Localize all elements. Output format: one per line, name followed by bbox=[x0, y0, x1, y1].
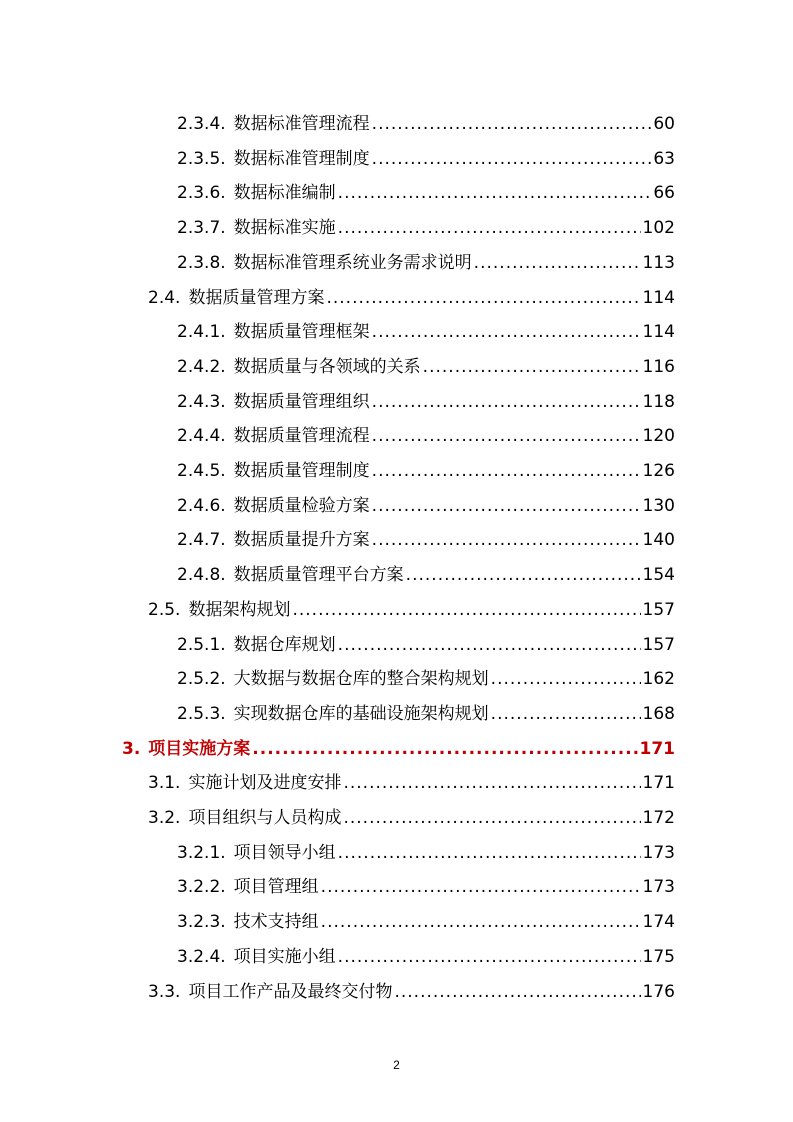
toc-entry[interactable] bbox=[177, 493, 675, 519]
toc-entry-number: 2.5. bbox=[148, 599, 181, 620]
toc-entry-page: 116 bbox=[642, 356, 675, 377]
toc-entry-page: 114 bbox=[642, 287, 675, 308]
toc-entry-number: 2.4.5. bbox=[177, 461, 226, 481]
toc-entry-number: 2.4.8. bbox=[177, 565, 226, 586]
toc-entry[interactable] bbox=[177, 180, 675, 206]
toc-entry-page: 118 bbox=[642, 391, 675, 412]
toc-entry-title: 数据架构规划 bbox=[188, 599, 291, 620]
toc-entry[interactable] bbox=[177, 632, 675, 658]
toc-entry-title: 项目实施小组 bbox=[233, 946, 336, 967]
toc-entry-number: 2.4. bbox=[148, 287, 181, 308]
toc-entry[interactable] bbox=[177, 111, 675, 137]
toc-entry-title: 数据质量与各领域的关系 bbox=[233, 356, 421, 377]
toc-entry-number: 2.5.1. bbox=[177, 634, 226, 655]
toc-entry[interactable] bbox=[177, 423, 675, 449]
toc-dot-leader bbox=[372, 423, 641, 449]
toc-entry-page: 140 bbox=[642, 530, 675, 551]
toc-entry-page: 171 bbox=[639, 738, 675, 759]
toc-entry[interactable] bbox=[177, 458, 675, 484]
toc-entry-page: 60 bbox=[653, 114, 675, 134]
toc-entry[interactable] bbox=[177, 250, 675, 276]
toc-dot-leader bbox=[394, 979, 640, 1005]
toc-dot-leader bbox=[372, 319, 641, 345]
toc-dot-leader bbox=[491, 666, 641, 692]
toc-entry-number: 3.1. bbox=[148, 773, 181, 794]
toc-entry-page: 66 bbox=[653, 183, 675, 204]
toc-entry-number: 3.2. bbox=[148, 808, 181, 828]
toc-entry-page: 171 bbox=[642, 773, 675, 794]
toc-entry[interactable] bbox=[177, 666, 675, 692]
toc-entry-title: 数据标准实施 bbox=[233, 218, 336, 239]
toc-entry-page: 175 bbox=[642, 946, 675, 967]
toc-entry-number: 2.4.1. bbox=[177, 322, 226, 343]
toc-entry-title: 项目工作产品及最终交付物 bbox=[188, 981, 393, 1002]
toc-dot-leader bbox=[406, 562, 641, 588]
toc-entry-title: 数据质量管理制度 bbox=[233, 461, 370, 481]
toc-entry-title: 大数据与数据仓库的整合架构规划 bbox=[233, 669, 489, 690]
toc-entry-number: 2.3.4. bbox=[177, 114, 226, 134]
toc-entry[interactable] bbox=[177, 319, 675, 345]
toc-entry-page: 173 bbox=[642, 842, 675, 863]
toc-entry-title: 数据质量管理流程 bbox=[233, 426, 370, 447]
toc-dot-leader bbox=[321, 874, 641, 900]
toc-dot-leader bbox=[326, 285, 640, 311]
toc-dot-leader bbox=[338, 840, 641, 866]
toc-entry-number: 3. bbox=[122, 738, 141, 759]
toc-entry-title: 数据质量管理方案 bbox=[188, 287, 325, 308]
toc-entry-page: 154 bbox=[642, 565, 675, 586]
toc-entry-page: 102 bbox=[642, 218, 675, 239]
toc-entry[interactable] bbox=[177, 354, 675, 380]
toc-entry-title: 实现数据仓库的基础设施架构规划 bbox=[233, 703, 489, 724]
toc-entry-title: 数据标准管理系统业务需求说明 bbox=[233, 252, 472, 273]
toc-entry-number: 3.2.3. bbox=[177, 912, 226, 933]
toc-entry[interactable] bbox=[177, 146, 675, 172]
toc-entry-title: 数据标准管理制度 bbox=[233, 148, 370, 169]
toc-entry-title: 数据标准编制 bbox=[233, 183, 336, 204]
toc-entry-title: 数据质量管理平台方案 bbox=[233, 565, 404, 586]
toc-entry[interactable] bbox=[177, 389, 675, 415]
toc-entry-page: 157 bbox=[642, 634, 675, 655]
toc-dot-leader bbox=[474, 250, 641, 276]
toc-dot-leader bbox=[372, 389, 641, 415]
toc-entry[interactable] bbox=[177, 909, 675, 935]
toc-entry-number: 2.4.4. bbox=[177, 426, 226, 447]
toc-entry-number: 2.3.7. bbox=[177, 218, 226, 239]
toc-entry-title: 实施计划及进度安排 bbox=[188, 773, 342, 794]
toc-entry-title: 项目实施方案 bbox=[148, 738, 251, 759]
toc-entry-page: 130 bbox=[642, 495, 675, 516]
toc-entry-title: 数据标准管理流程 bbox=[233, 114, 370, 134]
toc-entry-title: 数据质量提升方案 bbox=[233, 530, 370, 551]
toc-entry-number: 2.5.3. bbox=[177, 703, 226, 724]
toc-dot-leader bbox=[321, 909, 641, 935]
toc-entry-page: 113 bbox=[642, 252, 675, 273]
toc-entry-title: 数据质量检验方案 bbox=[233, 495, 370, 516]
toc-dot-leader bbox=[338, 215, 641, 241]
toc-dot-leader bbox=[343, 770, 640, 796]
toc-entry[interactable] bbox=[177, 874, 675, 900]
toc-entry-title: 技术支持组 bbox=[233, 912, 319, 933]
toc-entry-page: 174 bbox=[642, 912, 675, 933]
toc-entry[interactable] bbox=[177, 944, 675, 970]
toc-dot-leader bbox=[372, 111, 652, 137]
toc-entry-number: 2.4.2. bbox=[177, 356, 226, 377]
toc-entry-number: 2.3.8. bbox=[177, 252, 226, 273]
toc-dot-leader bbox=[372, 493, 641, 519]
toc-entry-number: 2.3.5. bbox=[177, 148, 226, 169]
toc-entry-number: 2.4.6. bbox=[177, 495, 226, 516]
toc-entry-page: 162 bbox=[642, 669, 675, 690]
toc-entry-page: 173 bbox=[642, 877, 675, 898]
toc-entry-page: 63 bbox=[653, 148, 675, 169]
toc-entry-page: 157 bbox=[642, 599, 675, 620]
toc-entry-page: 126 bbox=[642, 461, 675, 481]
toc-entry-number: 2.4.7. bbox=[177, 530, 226, 551]
toc-entry[interactable] bbox=[148, 805, 675, 831]
toc-entry-number: 2.5.2. bbox=[177, 669, 226, 690]
toc-dot-leader bbox=[338, 180, 652, 206]
toc-entry-title: 项目领导小组 bbox=[233, 842, 336, 863]
toc-entry-title: 数据质量管理框架 bbox=[233, 322, 370, 343]
toc-entry[interactable] bbox=[177, 840, 675, 866]
toc-dot-leader bbox=[252, 736, 637, 762]
toc-entry[interactable] bbox=[148, 285, 675, 311]
toc-entry[interactable] bbox=[148, 979, 675, 1005]
toc-entry-number: 3.2.2. bbox=[177, 877, 226, 898]
toc-entry-title: 项目组织与人员构成 bbox=[188, 808, 342, 828]
toc-dot-leader bbox=[372, 527, 641, 553]
toc-entry-title: 数据质量管理组织 bbox=[233, 391, 370, 412]
toc-entry-page: 172 bbox=[642, 808, 675, 828]
toc-dot-leader bbox=[372, 458, 641, 484]
toc-dot-leader bbox=[338, 944, 641, 970]
toc-entry-title: 数据仓库规划 bbox=[233, 634, 336, 655]
toc-entry[interactable] bbox=[177, 527, 675, 553]
toc-dot-leader bbox=[491, 701, 641, 727]
toc-entry-page: 120 bbox=[642, 426, 675, 447]
toc-entry[interactable] bbox=[148, 597, 675, 623]
toc-dot-leader bbox=[372, 146, 652, 172]
toc-entry-number: 3.3. bbox=[148, 981, 181, 1002]
toc-dot-leader bbox=[343, 805, 640, 831]
toc-entry-number: 3.2.1. bbox=[177, 842, 226, 863]
toc-dot-leader bbox=[292, 597, 640, 623]
page-number: 2 bbox=[393, 1058, 400, 1072]
toc-entry-number: 2.4.3. bbox=[177, 391, 226, 412]
toc-entry-page: 114 bbox=[642, 322, 675, 343]
toc-entry[interactable] bbox=[177, 215, 675, 241]
toc-entry-number: 2.3.6. bbox=[177, 183, 226, 204]
toc-entry-page: 176 bbox=[642, 981, 675, 1002]
toc-entry-title: 项目管理组 bbox=[233, 877, 319, 898]
toc-dot-leader bbox=[338, 632, 641, 658]
toc-entry-page: 168 bbox=[642, 703, 675, 724]
toc-dot-leader bbox=[423, 354, 641, 380]
toc-entry[interactable] bbox=[148, 770, 675, 796]
toc-entry-number: 3.2.4. bbox=[177, 946, 226, 967]
toc-entry[interactable] bbox=[177, 701, 675, 727]
toc-entry[interactable] bbox=[177, 562, 675, 588]
toc-entry[interactable] bbox=[122, 736, 675, 762]
